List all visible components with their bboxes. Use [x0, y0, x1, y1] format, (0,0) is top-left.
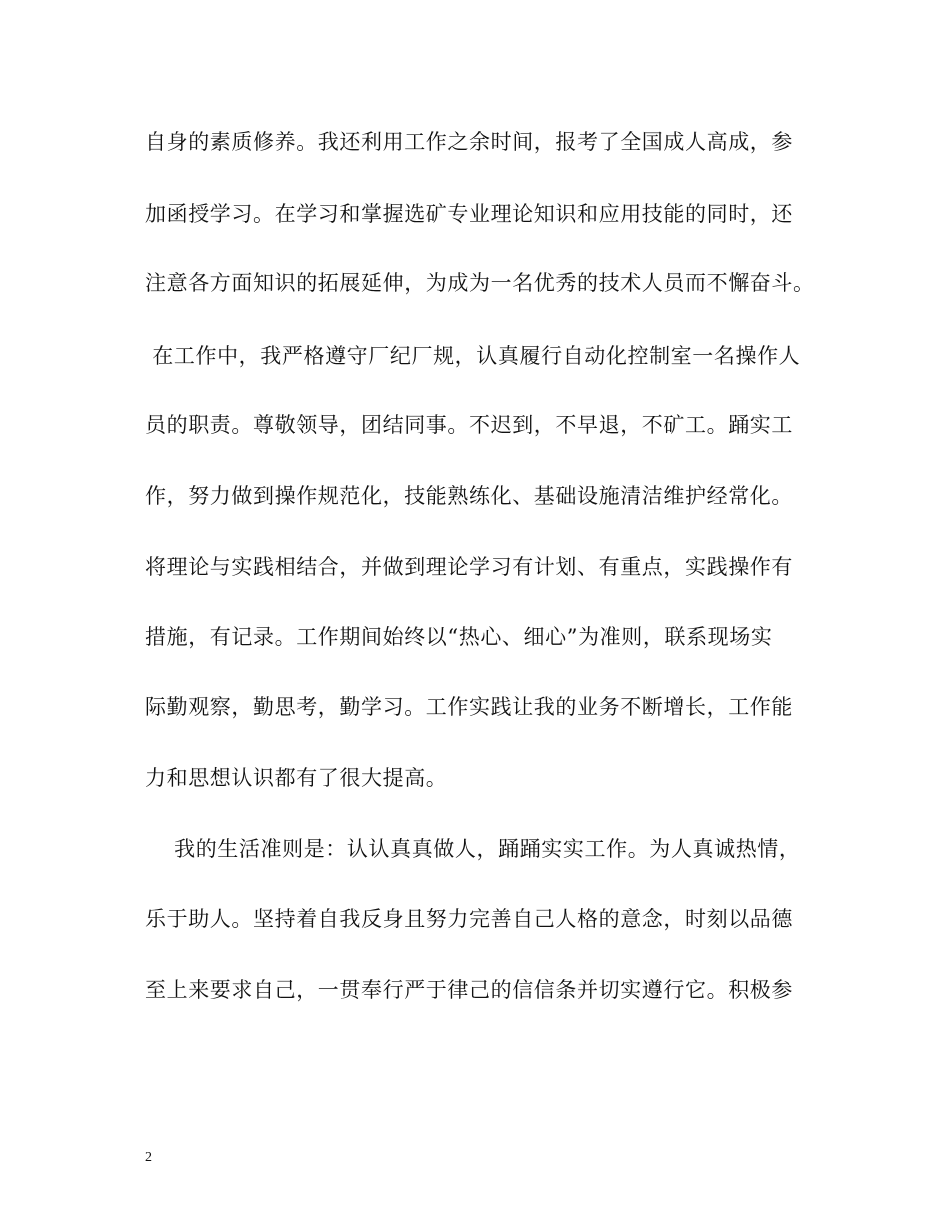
- text-line-4: 在工作中，我严格遵守厂纪厂规，认真履行自动化控制室一名操作人: [145, 344, 801, 368]
- text-line-9: 际勤观察，勤思考，勤学习。工作实践让我的业务不断增长，工作能: [145, 695, 793, 719]
- text-line-1: 自身的素质修养。我还利用工作之余时间，报考了全国成人高成，参: [145, 130, 793, 154]
- page-number: 2: [145, 1150, 152, 1165]
- text-line-11: 我的生活准则是：认认真真做人，踊踊实实工作。为人真诚热情，: [145, 837, 801, 861]
- text-line-3: 注意各方面知识的拓展延伸，为成为一名优秀的技术人员而不懈奋斗。: [145, 271, 815, 295]
- text-line-8: 措施，有记录。工作期间始终以“热心、细心”为准则，联系现场实: [145, 625, 773, 649]
- text-line-6: 作，努力做到操作规范化，技能熟练化、基础设施清洁维护经常化。: [145, 484, 793, 508]
- text-line-12: 乐于助人。坚持着自我反身且努力完善自己人格的意念，时刻以品德: [145, 907, 793, 931]
- text-line-5: 员的职责。尊敬领导，团结同事。不迟到，不早退，不矿工。踊实工: [145, 413, 793, 437]
- text-line-2: 加函授学习。在学习和掌握选矿专业理论知识和应用技能的同时，还: [145, 202, 793, 226]
- text-line-10: 力和思想认识都有了很大提高。: [145, 766, 448, 790]
- text-line-7: 将理论与实践相结合，并做到理论学习有计划、有重点，实践操作有: [145, 555, 793, 579]
- text-line-13: 至上来要求自己，一贯奉行严于律己的信信条并切实遵行它。积极参: [145, 978, 793, 1002]
